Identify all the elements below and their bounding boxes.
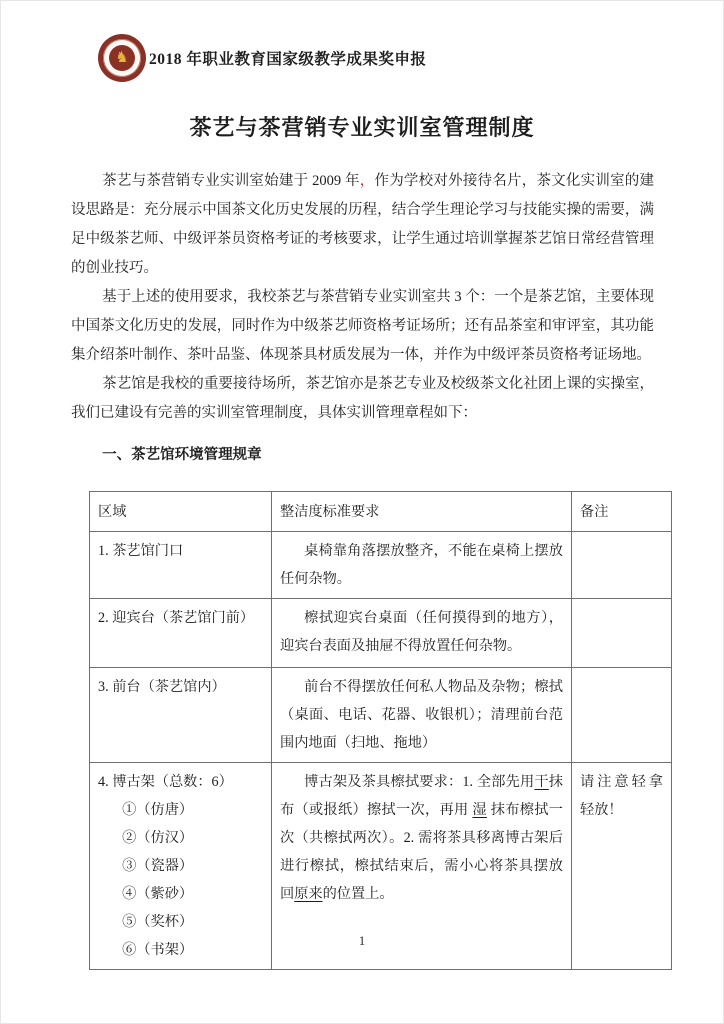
standard-cell xyxy=(272,599,572,668)
table-row xyxy=(90,668,672,763)
text-segment: 的位置上。 xyxy=(322,886,394,902)
area-label: 2. 迎宾台（茶艺馆门前） xyxy=(98,610,255,626)
page-number: 1 xyxy=(358,933,366,948)
text-segment: 抹布（或报纸）擦拭一次，再用 xyxy=(280,774,563,818)
text-segment: 基于上述的使用要求，我校茶艺与茶营销专业实训室共 3 个：一个是茶艺馆，主要体现中国茶文化历史的发展，同时作为中级茶艺师资格考证场所；还有品茶室和审评室，其功能集介绍茶叶制作、茶叶品鉴、体现茶具材质发展为一体，并作为中级评茶员资格考证场地。 xyxy=(71,289,654,363)
table-header-cell: 备注 xyxy=(572,492,672,532)
paragraph xyxy=(71,370,654,428)
environment-rules-table xyxy=(89,491,672,970)
area-cell xyxy=(90,668,272,763)
underlined-text-segment: 原来 xyxy=(294,886,323,902)
area-list-item: ⑥（书架） xyxy=(122,942,194,958)
seal-horse-glyph: ♞ xyxy=(109,45,135,71)
table-row xyxy=(90,599,672,668)
area-label: 4. 博古架（总数：6） xyxy=(98,774,233,790)
area-list-item: ①（仿唐） xyxy=(122,802,194,818)
table-row xyxy=(90,532,672,599)
text-segment: 作为学校对外接待名片，茶文化实训室的建设思路是：充分展示中国茶文化历史发展的历程，结合学生理论学习与技能实操的需要，满足中级茶艺师、中级评茶员资格考证的考核要求，让学生通过培训掌握茶艺馆日常经营管理的创业技巧。 xyxy=(71,173,655,276)
paragraph xyxy=(71,167,654,283)
text-segment: 檫拭迎宾台桌面（任何摸得到的地方），迎宾台表面及抽屉不得放置任何杂物。 xyxy=(280,610,563,654)
standard-text xyxy=(280,673,563,757)
table-header-row xyxy=(90,492,672,532)
area-label: 3. 前台（茶艺馆内） xyxy=(98,679,226,695)
table-header-cell: 整洁度标准要求 xyxy=(272,492,572,532)
red-text-segment: ， xyxy=(359,173,375,189)
remark-cell xyxy=(572,599,672,668)
standard-text xyxy=(280,537,563,593)
text-segment: 茶艺与茶营销专业实训室始建于 2009 年 xyxy=(102,173,360,189)
section-heading: 一、茶艺馆环境管理规章 xyxy=(102,447,262,463)
standard-cell xyxy=(272,532,572,599)
standard-text xyxy=(280,604,563,660)
underlined-text-segment: 湿 xyxy=(472,802,487,818)
paragraph xyxy=(71,283,654,370)
school-seal-icon xyxy=(98,34,146,82)
standard-cell xyxy=(272,668,572,763)
document-title: 茶艺与茶营销专业实训室管理制度 xyxy=(189,115,535,140)
standard-text xyxy=(280,768,563,908)
area-list-item: ⑤（奖杯） xyxy=(122,914,194,930)
underlined-text-segment: 干 xyxy=(534,774,549,790)
text-segment: 博古架及茶具檫拭要求：1. 全部先用 xyxy=(304,774,535,790)
header-title: 2018 年职业教育国家级教学成果奖申报 xyxy=(149,51,427,68)
area-label: 1. 茶艺馆门口 xyxy=(98,543,184,559)
seal-inner-ring xyxy=(103,39,141,77)
area-cell xyxy=(90,599,272,668)
text-segment: 前台不得摆放任何私人物品及杂物；檫拭（桌面、电话、花器、收银机）；清理前台范围内地面（扫地、拖地） xyxy=(280,679,563,751)
text-segment: 桌椅靠角落摆放整齐，不能在桌椅上摆放任何杂物。 xyxy=(280,543,563,587)
area-list-item: ③（瓷器） xyxy=(122,858,194,874)
area-cell xyxy=(90,532,272,599)
text-segment: 茶艺馆是我校的重要接待场所，茶艺馆亦是茶艺专业及校级茶文化社团上课的实操室，我们已建设有完善的实训室管理制度，具体实训管理章程如下： xyxy=(71,376,654,421)
table-header-cell: 区域 xyxy=(90,492,272,532)
remark-text: 请注意轻拿轻放！ xyxy=(580,774,663,818)
intro-paragraphs xyxy=(71,167,654,428)
text-segment: 抹布檫拭一次（共檫拭两次）。2. 需将茶具移离博古架后进行檫拭，檫拭结束后，需小心将茶具摆放回 xyxy=(280,802,563,902)
document-body xyxy=(71,167,663,970)
area-list-item: ②（仿汉） xyxy=(122,830,194,846)
area-list-item: ④（紫砂） xyxy=(122,886,194,902)
page-header xyxy=(1,1,723,82)
remark-cell xyxy=(572,532,672,599)
remark-cell xyxy=(572,668,672,763)
